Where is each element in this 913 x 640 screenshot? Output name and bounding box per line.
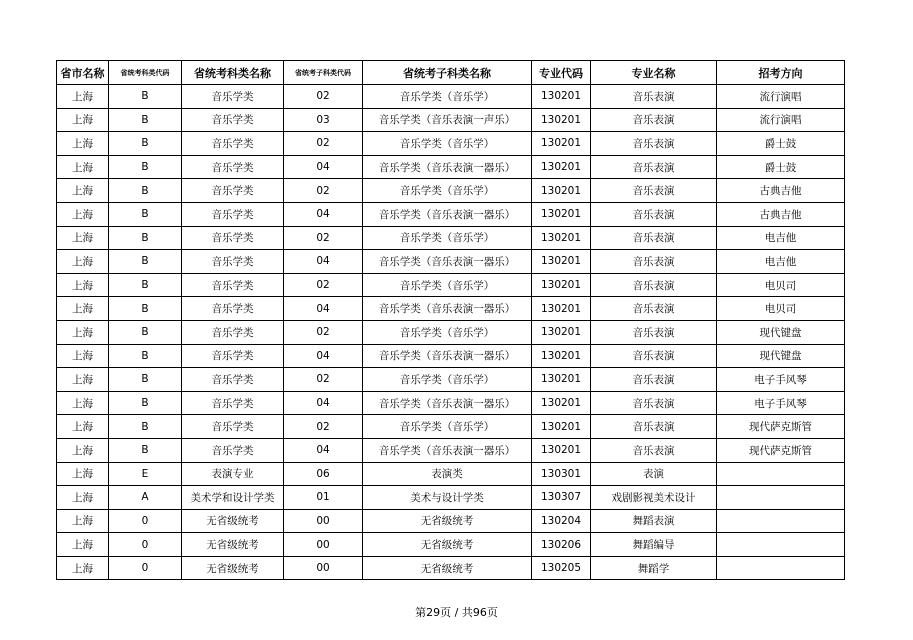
cell-major-name: 音乐表演 <box>591 85 717 109</box>
cell-subcategory-name: 音乐学类（音乐学） <box>363 226 532 250</box>
cell-subcategory-name: 音乐学类（音乐表演一器乐） <box>363 391 532 415</box>
cell-major-code: 130201 <box>532 344 591 368</box>
cell-category-name: 音乐学类 <box>182 368 284 392</box>
cell-major-name: 音乐表演 <box>591 108 717 132</box>
cell-province: 上海 <box>57 391 109 415</box>
document-sheet <box>56 60 844 580</box>
cell-category-code: B <box>109 202 182 226</box>
cell-subcategory-code: 04 <box>284 250 363 274</box>
cell-province: 上海 <box>57 273 109 297</box>
cell-subcategory-name: 无省级统考 <box>363 509 532 533</box>
table-row <box>57 250 845 274</box>
cell-major-name: 舞蹈表演 <box>591 509 717 533</box>
cell-major-code: 130205 <box>532 556 591 580</box>
cell-subcategory-code: 04 <box>284 438 363 462</box>
cell-major-name: 音乐表演 <box>591 297 717 321</box>
cell-major-name: 音乐表演 <box>591 250 717 274</box>
cell-direction: 现代键盘 <box>717 344 845 368</box>
cell-direction <box>717 462 845 486</box>
table-row <box>57 320 845 344</box>
table-row <box>57 391 845 415</box>
header-row <box>57 61 845 85</box>
header-category-code: 省统考科类代码 <box>109 61 182 85</box>
table-header <box>57 61 845 85</box>
table-row <box>57 202 845 226</box>
cell-subcategory-name: 表演类 <box>363 462 532 486</box>
cell-category-name: 音乐学类 <box>182 132 284 156</box>
cell-major-name: 音乐表演 <box>591 391 717 415</box>
header-category-name: 省统考科类名称 <box>182 61 284 85</box>
cell-major-name: 音乐表演 <box>591 415 717 439</box>
cell-major-name: 表演 <box>591 462 717 486</box>
cell-direction <box>717 486 845 510</box>
cell-category-code: B <box>109 155 182 179</box>
cell-major-name: 音乐表演 <box>591 226 717 250</box>
cell-direction: 流行演唱 <box>717 108 845 132</box>
cell-major-code: 130201 <box>532 250 591 274</box>
cell-category-code: E <box>109 462 182 486</box>
cell-category-name: 音乐学类 <box>182 85 284 109</box>
header-subcategory-name: 省统考子科类名称 <box>363 61 532 85</box>
cell-major-name: 音乐表演 <box>591 179 717 203</box>
cell-category-name: 音乐学类 <box>182 202 284 226</box>
cell-subcategory-code: 02 <box>284 273 363 297</box>
cell-province: 上海 <box>57 438 109 462</box>
cell-major-name: 音乐表演 <box>591 155 717 179</box>
cell-major-code: 130201 <box>532 155 591 179</box>
cell-subcategory-code: 00 <box>284 533 363 557</box>
cell-category-code: B <box>109 226 182 250</box>
cell-subcategory-code: 04 <box>284 155 363 179</box>
cell-province: 上海 <box>57 132 109 156</box>
table-row <box>57 344 845 368</box>
cell-major-code: 130201 <box>532 226 591 250</box>
cell-category-code: 0 <box>109 533 182 557</box>
table-row <box>57 108 845 132</box>
cell-category-name: 无省级统考 <box>182 533 284 557</box>
cell-direction <box>717 533 845 557</box>
cell-direction: 电子手风琴 <box>717 368 845 392</box>
cell-direction: 古典吉他 <box>717 202 845 226</box>
cell-direction <box>717 556 845 580</box>
cell-subcategory-name: 音乐学类（音乐表演一声乐） <box>363 108 532 132</box>
cell-category-code: B <box>109 273 182 297</box>
cell-province: 上海 <box>57 226 109 250</box>
cell-subcategory-code: 02 <box>284 226 363 250</box>
cell-subcategory-name: 音乐学类（音乐表演一器乐） <box>363 297 532 321</box>
cell-province: 上海 <box>57 297 109 321</box>
cell-category-name: 音乐学类 <box>182 391 284 415</box>
cell-major-code: 130201 <box>532 132 591 156</box>
cell-subcategory-code: 00 <box>284 556 363 580</box>
cell-major-code: 130201 <box>532 391 591 415</box>
cell-major-code: 130201 <box>532 438 591 462</box>
cell-major-code: 130201 <box>532 415 591 439</box>
cell-category-code: 0 <box>109 509 182 533</box>
cell-category-name: 音乐学类 <box>182 179 284 203</box>
cell-category-name: 音乐学类 <box>182 344 284 368</box>
cell-subcategory-name: 无省级统考 <box>363 556 532 580</box>
cell-category-code: B <box>109 344 182 368</box>
cell-subcategory-code: 04 <box>284 344 363 368</box>
cell-subcategory-name: 音乐学类（音乐学） <box>363 85 532 109</box>
table-row <box>57 85 845 109</box>
table-row <box>57 415 845 439</box>
cell-subcategory-code: 04 <box>284 297 363 321</box>
cell-subcategory-code: 02 <box>284 368 363 392</box>
cell-category-code: B <box>109 415 182 439</box>
cell-subcategory-name: 音乐学类（音乐表演一器乐） <box>363 438 532 462</box>
table-row <box>57 226 845 250</box>
header-direction: 招考方向 <box>717 61 845 85</box>
cell-subcategory-code: 04 <box>284 391 363 415</box>
cell-category-name: 音乐学类 <box>182 415 284 439</box>
cell-province: 上海 <box>57 415 109 439</box>
cell-subcategory-name: 音乐学类（音乐表演一器乐） <box>363 344 532 368</box>
cell-province: 上海 <box>57 320 109 344</box>
cell-subcategory-name: 无省级统考 <box>363 533 532 557</box>
cell-category-code: B <box>109 250 182 274</box>
cell-direction: 电贝司 <box>717 297 845 321</box>
cell-province: 上海 <box>57 108 109 132</box>
cell-category-code: B <box>109 391 182 415</box>
cell-province: 上海 <box>57 155 109 179</box>
table-row <box>57 368 845 392</box>
cell-province: 上海 <box>57 462 109 486</box>
cell-subcategory-code: 06 <box>284 462 363 486</box>
cell-major-name: 音乐表演 <box>591 273 717 297</box>
cell-category-code: B <box>109 438 182 462</box>
cell-direction: 流行演唱 <box>717 85 845 109</box>
cell-direction: 现代萨克斯管 <box>717 415 845 439</box>
cell-direction: 电吉他 <box>717 226 845 250</box>
cell-subcategory-code: 02 <box>284 132 363 156</box>
header-subcategory-code: 省统考子科类代码 <box>284 61 363 85</box>
cell-category-code: B <box>109 320 182 344</box>
cell-subcategory-name: 美术与设计学类 <box>363 486 532 510</box>
cell-subcategory-code: 00 <box>284 509 363 533</box>
cell-category-code: B <box>109 179 182 203</box>
cell-direction: 现代萨克斯管 <box>717 438 845 462</box>
cell-subcategory-name: 音乐学类（音乐学） <box>363 415 532 439</box>
cell-subcategory-name: 音乐学类（音乐学） <box>363 273 532 297</box>
cell-category-code: 0 <box>109 556 182 580</box>
table-row <box>57 132 845 156</box>
cell-major-name: 音乐表演 <box>591 320 717 344</box>
table-row <box>57 155 845 179</box>
cell-province: 上海 <box>57 85 109 109</box>
cell-subcategory-name: 音乐学类（音乐学） <box>363 368 532 392</box>
cell-direction: 古典吉他 <box>717 179 845 203</box>
header-province: 省市名称 <box>57 61 109 85</box>
cell-major-code: 130201 <box>532 85 591 109</box>
cell-category-name: 音乐学类 <box>182 438 284 462</box>
cell-category-name: 表演专业 <box>182 462 284 486</box>
cell-major-code: 130204 <box>532 509 591 533</box>
table-row <box>57 273 845 297</box>
cell-major-code: 130201 <box>532 297 591 321</box>
cell-major-name: 音乐表演 <box>591 368 717 392</box>
cell-category-code: A <box>109 486 182 510</box>
cell-direction: 爵士鼓 <box>717 155 845 179</box>
header-major-name: 专业名称 <box>591 61 717 85</box>
cell-subcategory-name: 音乐学类（音乐学） <box>363 320 532 344</box>
cell-major-name: 音乐表演 <box>591 344 717 368</box>
cell-subcategory-code: 02 <box>284 415 363 439</box>
table-row <box>57 509 845 533</box>
table-row <box>57 179 845 203</box>
cell-category-name: 音乐学类 <box>182 320 284 344</box>
cell-province: 上海 <box>57 179 109 203</box>
cell-province: 上海 <box>57 556 109 580</box>
cell-major-code: 130206 <box>532 533 591 557</box>
cell-category-name: 音乐学类 <box>182 155 284 179</box>
cell-direction: 电贝司 <box>717 273 845 297</box>
cell-category-code: B <box>109 132 182 156</box>
table-row <box>57 438 845 462</box>
cell-category-code: B <box>109 108 182 132</box>
cell-category-code: B <box>109 85 182 109</box>
table-row <box>57 533 845 557</box>
cell-major-name: 舞蹈编导 <box>591 533 717 557</box>
cell-direction: 电子手风琴 <box>717 391 845 415</box>
cell-major-name: 音乐表演 <box>591 132 717 156</box>
cell-major-code: 130307 <box>532 486 591 510</box>
cell-major-code: 130201 <box>532 320 591 344</box>
cell-category-code: B <box>109 297 182 321</box>
table-row <box>57 297 845 321</box>
header-major-code: 专业代码 <box>532 61 591 85</box>
cell-subcategory-code: 01 <box>284 486 363 510</box>
cell-category-name: 音乐学类 <box>182 297 284 321</box>
cell-major-code: 130201 <box>532 368 591 392</box>
cell-subcategory-name: 音乐学类（音乐学） <box>363 132 532 156</box>
cell-subcategory-name: 音乐学类（音乐表演一器乐） <box>363 155 532 179</box>
cell-subcategory-code: 03 <box>284 108 363 132</box>
cell-province: 上海 <box>57 368 109 392</box>
cell-subcategory-code: 02 <box>284 85 363 109</box>
cell-province: 上海 <box>57 509 109 533</box>
cell-subcategory-code: 02 <box>284 320 363 344</box>
cell-province: 上海 <box>57 250 109 274</box>
table-row <box>57 486 845 510</box>
cell-subcategory-code: 02 <box>284 179 363 203</box>
cell-direction: 爵士鼓 <box>717 132 845 156</box>
page-number: 第29页 / 共96页 <box>415 606 498 619</box>
cell-subcategory-name: 音乐学类（音乐学） <box>363 179 532 203</box>
cell-subcategory-name: 音乐学类（音乐表演一器乐） <box>363 202 532 226</box>
table-row <box>57 556 845 580</box>
cell-category-name: 音乐学类 <box>182 273 284 297</box>
cell-major-name: 音乐表演 <box>591 202 717 226</box>
cell-direction: 电吉他 <box>717 250 845 274</box>
cell-subcategory-code: 04 <box>284 202 363 226</box>
cell-category-name: 音乐学类 <box>182 250 284 274</box>
cell-province: 上海 <box>57 202 109 226</box>
cell-category-name: 美术学和设计学类 <box>182 486 284 510</box>
table-row <box>57 462 845 486</box>
cell-major-code: 130201 <box>532 108 591 132</box>
cell-category-name: 无省级统考 <box>182 556 284 580</box>
cell-major-name: 戏剧影视美术设计 <box>591 486 717 510</box>
cell-major-code: 130201 <box>532 179 591 203</box>
cell-major-code: 130201 <box>532 273 591 297</box>
table-body <box>57 85 845 580</box>
cell-subcategory-name: 音乐学类（音乐表演一器乐） <box>363 250 532 274</box>
cell-major-name: 舞蹈学 <box>591 556 717 580</box>
enrollment-table <box>56 60 845 580</box>
cell-province: 上海 <box>57 344 109 368</box>
cell-province: 上海 <box>57 486 109 510</box>
cell-direction <box>717 509 845 533</box>
cell-province: 上海 <box>57 533 109 557</box>
cell-category-name: 音乐学类 <box>182 226 284 250</box>
cell-major-code: 130301 <box>532 462 591 486</box>
cell-category-code: B <box>109 368 182 392</box>
cell-direction: 现代键盘 <box>717 320 845 344</box>
cell-category-name: 无省级统考 <box>182 509 284 533</box>
cell-major-code: 130201 <box>532 202 591 226</box>
cell-category-name: 音乐学类 <box>182 108 284 132</box>
cell-major-name: 音乐表演 <box>591 438 717 462</box>
